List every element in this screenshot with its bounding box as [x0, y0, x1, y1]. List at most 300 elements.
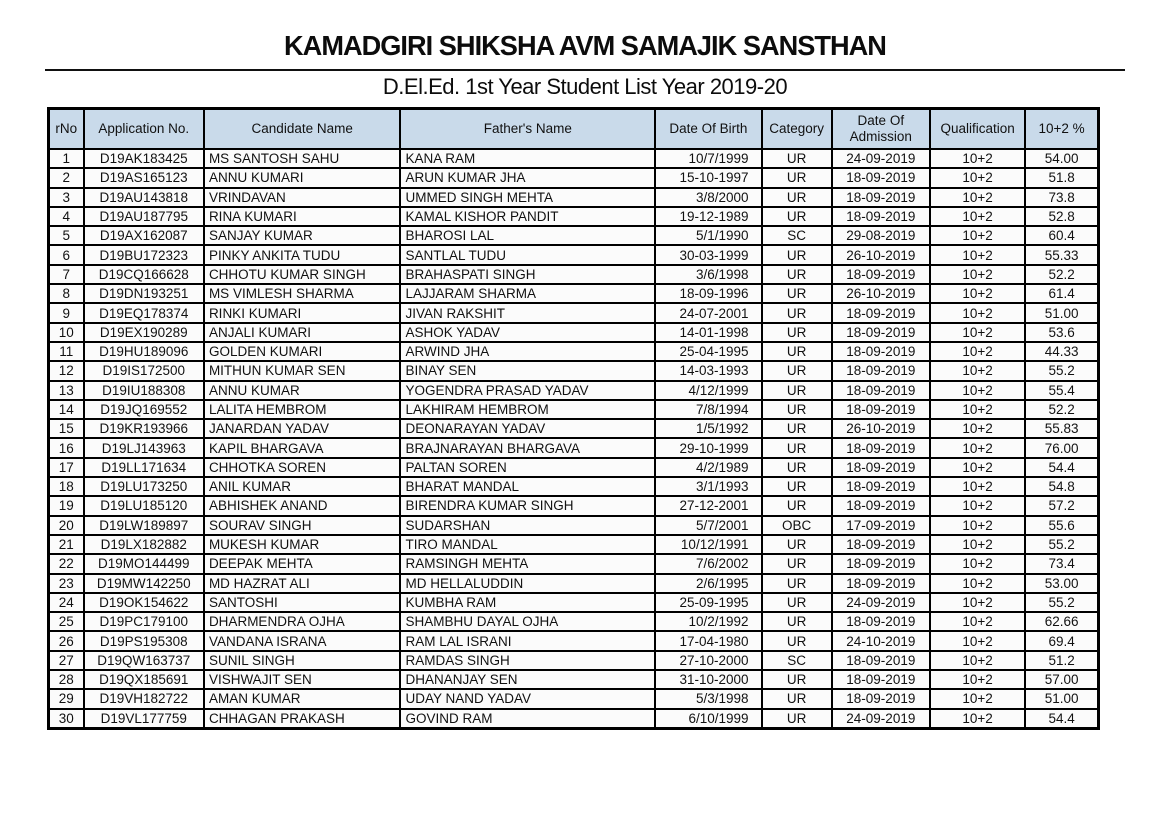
- table-row: [49, 593, 1099, 612]
- cell-qualification: 10+2: [930, 651, 1025, 670]
- cell-percent_10_2: 61.4: [1025, 284, 1098, 303]
- table-row: [49, 361, 1099, 380]
- cell-percent_10_2: 53.6: [1025, 323, 1098, 342]
- cell-application_no: D19EX190289: [84, 323, 204, 342]
- cell-application_no: D19IU188308: [84, 381, 204, 400]
- cell-qualification: 10+2: [930, 554, 1025, 573]
- table-row: [49, 207, 1099, 226]
- cell-candidate_name: RINA KUMARI: [204, 207, 401, 226]
- cell-percent_10_2: 52.8: [1025, 207, 1098, 226]
- cell-rno: 12: [49, 361, 84, 380]
- cell-category: UR: [762, 400, 832, 419]
- cell-rno: 30: [49, 709, 84, 729]
- cell-fathers_name: BIRENDRA KUMAR SINGH: [400, 496, 655, 515]
- cell-category: UR: [762, 265, 832, 284]
- table-row: [49, 651, 1099, 670]
- cell-date_of_birth: 25-09-1995: [655, 593, 761, 612]
- cell-category: UR: [762, 709, 832, 729]
- cell-qualification: 10+2: [930, 419, 1025, 438]
- cell-date_of_birth: 3/6/1998: [655, 265, 761, 284]
- cell-date_of_admission: 18-09-2019: [832, 689, 930, 708]
- cell-application_no: D19AU187795: [84, 207, 204, 226]
- cell-qualification: 10+2: [930, 207, 1025, 226]
- cell-category: UR: [762, 168, 832, 187]
- cell-qualification: 10+2: [930, 265, 1025, 284]
- table-row: [49, 689, 1099, 708]
- cell-qualification: 10+2: [930, 168, 1025, 187]
- table-row: [49, 612, 1099, 631]
- cell-fathers_name: YOGENDRA PRASAD YADAV: [400, 381, 655, 400]
- cell-candidate_name: MUKESH KUMAR: [204, 535, 401, 554]
- cell-rno: 26: [49, 631, 84, 650]
- cell-fathers_name: BHAROSI LAL: [400, 226, 655, 245]
- cell-rno: 16: [49, 438, 84, 457]
- cell-qualification: 10+2: [930, 438, 1025, 457]
- cell-qualification: 10+2: [930, 284, 1025, 303]
- page-title: KAMADGIRI SHIKSHA AVM SAMAJIK SANSTHAN: [284, 30, 886, 61]
- cell-candidate_name: MS VIMLESH SHARMA: [204, 284, 401, 303]
- cell-category: UR: [762, 149, 832, 168]
- title-divider: [45, 69, 1125, 71]
- cell-candidate_name: MD HAZRAT ALI: [204, 574, 401, 593]
- cell-qualification: 10+2: [930, 535, 1025, 554]
- cell-date_of_birth: 30-03-1999: [655, 245, 761, 264]
- cell-application_no: D19CQ166628: [84, 265, 204, 284]
- cell-candidate_name: MITHUN KUMAR SEN: [204, 361, 401, 380]
- cell-application_no: D19EQ178374: [84, 303, 204, 322]
- cell-date_of_birth: 17-04-1980: [655, 631, 761, 650]
- cell-date_of_birth: 7/8/1994: [655, 400, 761, 419]
- column-header-date_of_birth: Date Of Birth: [655, 109, 761, 150]
- cell-date_of_birth: 18-09-1996: [655, 284, 761, 303]
- cell-date_of_admission: 26-10-2019: [832, 245, 930, 264]
- cell-percent_10_2: 73.4: [1025, 554, 1098, 573]
- cell-rno: 18: [49, 477, 84, 496]
- cell-candidate_name: DHARMENDRA OJHA: [204, 612, 401, 631]
- cell-date_of_birth: 31-10-2000: [655, 670, 761, 689]
- cell-date_of_birth: 7/6/2002: [655, 554, 761, 573]
- cell-candidate_name: ANIL KUMAR: [204, 477, 401, 496]
- cell-category: SC: [762, 226, 832, 245]
- cell-date_of_birth: 4/12/1999: [655, 381, 761, 400]
- cell-application_no: D19PC179100: [84, 612, 204, 631]
- cell-qualification: 10+2: [930, 458, 1025, 477]
- cell-date_of_admission: 18-09-2019: [832, 651, 930, 670]
- cell-rno: 5: [49, 226, 84, 245]
- cell-candidate_name: VISHWAJIT SEN: [204, 670, 401, 689]
- cell-category: SC: [762, 651, 832, 670]
- cell-candidate_name: LALITA HEMBROM: [204, 400, 401, 419]
- cell-date_of_admission: 18-09-2019: [832, 361, 930, 380]
- cell-fathers_name: LAKHIRAM HEMBROM: [400, 400, 655, 419]
- cell-category: UR: [762, 535, 832, 554]
- cell-date_of_birth: 6/10/1999: [655, 709, 761, 729]
- cell-category: UR: [762, 323, 832, 342]
- cell-candidate_name: SANTOSHI: [204, 593, 401, 612]
- column-header-date_of_admission: Date Of Admission: [832, 109, 930, 150]
- cell-application_no: D19IS172500: [84, 361, 204, 380]
- cell-date_of_birth: 5/1/1990: [655, 226, 761, 245]
- table-row: [49, 419, 1099, 438]
- cell-application_no: D19QW163737: [84, 651, 204, 670]
- cell-application_no: D19LU185120: [84, 496, 204, 515]
- cell-date_of_admission: 18-09-2019: [832, 265, 930, 284]
- cell-fathers_name: KAMAL KISHOR PANDIT: [400, 207, 655, 226]
- cell-date_of_birth: 5/7/2001: [655, 516, 761, 535]
- cell-date_of_admission: 29-08-2019: [832, 226, 930, 245]
- cell-date_of_birth: 3/8/2000: [655, 188, 761, 207]
- cell-date_of_admission: 18-09-2019: [832, 303, 930, 322]
- cell-application_no: D19QX185691: [84, 670, 204, 689]
- cell-rno: 22: [49, 554, 84, 573]
- cell-date_of_birth: 14-03-1993: [655, 361, 761, 380]
- cell-fathers_name: BINAY SEN: [400, 361, 655, 380]
- cell-fathers_name: MD HELLALUDDIN: [400, 574, 655, 593]
- cell-fathers_name: JIVAN RAKSHIT: [400, 303, 655, 322]
- cell-application_no: D19JQ169552: [84, 400, 204, 419]
- cell-category: UR: [762, 284, 832, 303]
- cell-category: UR: [762, 477, 832, 496]
- cell-rno: 7: [49, 265, 84, 284]
- cell-percent_10_2: 55.83: [1025, 419, 1098, 438]
- cell-fathers_name: KUMBHA RAM: [400, 593, 655, 612]
- cell-candidate_name: PINKY ANKITA TUDU: [204, 245, 401, 264]
- cell-percent_10_2: 51.00: [1025, 303, 1098, 322]
- cell-application_no: D19LJ143963: [84, 438, 204, 457]
- cell-rno: 13: [49, 381, 84, 400]
- cell-application_no: D19MO144499: [84, 554, 204, 573]
- cell-candidate_name: VRINDAVAN: [204, 188, 401, 207]
- cell-date_of_admission: 18-09-2019: [832, 342, 930, 361]
- cell-date_of_admission: 18-09-2019: [832, 612, 930, 631]
- cell-fathers_name: ASHOK YADAV: [400, 323, 655, 342]
- cell-qualification: 10+2: [930, 226, 1025, 245]
- cell-percent_10_2: 54.4: [1025, 458, 1098, 477]
- table-row: [49, 168, 1099, 187]
- cell-category: UR: [762, 574, 832, 593]
- cell-rno: 25: [49, 612, 84, 631]
- cell-qualification: 10+2: [930, 342, 1025, 361]
- cell-percent_10_2: 55.33: [1025, 245, 1098, 264]
- cell-percent_10_2: 51.8: [1025, 168, 1098, 187]
- cell-qualification: 10+2: [930, 670, 1025, 689]
- cell-date_of_admission: 24-09-2019: [832, 149, 930, 168]
- cell-rno: 4: [49, 207, 84, 226]
- table-row: [49, 554, 1099, 573]
- cell-category: UR: [762, 361, 832, 380]
- table-row: [49, 458, 1099, 477]
- cell-qualification: 10+2: [930, 631, 1025, 650]
- cell-percent_10_2: 53.00: [1025, 574, 1098, 593]
- cell-rno: 28: [49, 670, 84, 689]
- cell-rno: 8: [49, 284, 84, 303]
- cell-qualification: 10+2: [930, 188, 1025, 207]
- cell-application_no: D19LU173250: [84, 477, 204, 496]
- cell-fathers_name: RAMSINGH MEHTA: [400, 554, 655, 573]
- cell-category: UR: [762, 419, 832, 438]
- cell-qualification: 10+2: [930, 689, 1025, 708]
- table-row: [49, 631, 1099, 650]
- table-row: [49, 535, 1099, 554]
- header-row: [49, 109, 1099, 150]
- student-list-table: [47, 107, 1100, 730]
- cell-application_no: D19PS195308: [84, 631, 204, 650]
- table-row: [49, 303, 1099, 322]
- cell-candidate_name: MS SANTOSH SAHU: [204, 149, 401, 168]
- cell-candidate_name: SUNIL SINGH: [204, 651, 401, 670]
- cell-category: UR: [762, 554, 832, 573]
- cell-qualification: 10+2: [930, 400, 1025, 419]
- cell-rno: 14: [49, 400, 84, 419]
- cell-percent_10_2: 55.4: [1025, 381, 1098, 400]
- cell-fathers_name: DEONARAYAN YADAV: [400, 419, 655, 438]
- table-row: [49, 709, 1099, 729]
- cell-date_of_admission: 18-09-2019: [832, 168, 930, 187]
- cell-qualification: 10+2: [930, 516, 1025, 535]
- cell-qualification: 10+2: [930, 381, 1025, 400]
- cell-candidate_name: GOLDEN KUMARI: [204, 342, 401, 361]
- cell-percent_10_2: 54.4: [1025, 709, 1098, 729]
- cell-percent_10_2: 54.00: [1025, 149, 1098, 168]
- cell-date_of_admission: 18-09-2019: [832, 574, 930, 593]
- cell-qualification: 10+2: [930, 709, 1025, 729]
- column-header-qualification: Qualification: [930, 109, 1025, 150]
- cell-rno: 3: [49, 188, 84, 207]
- cell-category: OBC: [762, 516, 832, 535]
- cell-fathers_name: UMMED SINGH MEHTA: [400, 188, 655, 207]
- cell-category: UR: [762, 245, 832, 264]
- cell-fathers_name: LAJJARAM SHARMA: [400, 284, 655, 303]
- cell-date_of_birth: 27-12-2001: [655, 496, 761, 515]
- cell-date_of_admission: 17-09-2019: [832, 516, 930, 535]
- cell-category: UR: [762, 631, 832, 650]
- cell-fathers_name: BRAJNARAYAN BHARGAVA: [400, 438, 655, 457]
- cell-category: UR: [762, 458, 832, 477]
- cell-percent_10_2: 44.33: [1025, 342, 1098, 361]
- cell-date_of_admission: 26-10-2019: [832, 419, 930, 438]
- cell-percent_10_2: 52.2: [1025, 400, 1098, 419]
- table-row: [49, 323, 1099, 342]
- cell-qualification: 10+2: [930, 361, 1025, 380]
- cell-date_of_admission: 18-09-2019: [832, 477, 930, 496]
- cell-application_no: D19AK183425: [84, 149, 204, 168]
- cell-rno: 27: [49, 651, 84, 670]
- cell-category: UR: [762, 670, 832, 689]
- cell-application_no: D19AS165123: [84, 168, 204, 187]
- cell-percent_10_2: 57.00: [1025, 670, 1098, 689]
- cell-candidate_name: CHHOTU KUMAR SINGH: [204, 265, 401, 284]
- cell-fathers_name: KANA RAM: [400, 149, 655, 168]
- cell-date_of_birth: 25-04-1995: [655, 342, 761, 361]
- cell-category: UR: [762, 496, 832, 515]
- cell-percent_10_2: 55.2: [1025, 593, 1098, 612]
- cell-date_of_admission: 26-10-2019: [832, 284, 930, 303]
- cell-date_of_birth: 5/3/1998: [655, 689, 761, 708]
- table-body: [49, 149, 1099, 728]
- cell-rno: 11: [49, 342, 84, 361]
- cell-rno: 21: [49, 535, 84, 554]
- cell-fathers_name: SUDARSHAN: [400, 516, 655, 535]
- cell-rno: 15: [49, 419, 84, 438]
- cell-category: UR: [762, 342, 832, 361]
- cell-date_of_birth: 1/5/1992: [655, 419, 761, 438]
- cell-application_no: D19MW142250: [84, 574, 204, 593]
- page-subtitle: D.El.Ed. 1st Year Student List Year 2019-20: [382, 74, 788, 99]
- cell-qualification: 10+2: [930, 574, 1025, 593]
- cell-date_of_admission: 18-09-2019: [832, 458, 930, 477]
- cell-rno: 6: [49, 245, 84, 264]
- table-row: [49, 381, 1099, 400]
- cell-fathers_name: PALTAN SOREN: [400, 458, 655, 477]
- cell-application_no: D19LX182882: [84, 535, 204, 554]
- cell-qualification: 10+2: [930, 477, 1025, 496]
- cell-percent_10_2: 57.2: [1025, 496, 1098, 515]
- cell-date_of_birth: 10/12/1991: [655, 535, 761, 554]
- cell-percent_10_2: 51.2: [1025, 651, 1098, 670]
- cell-fathers_name: ARWIND JHA: [400, 342, 655, 361]
- cell-percent_10_2: 55.2: [1025, 361, 1098, 380]
- cell-rno: 19: [49, 496, 84, 515]
- cell-candidate_name: ANNU KUMAR: [204, 381, 401, 400]
- cell-rno: 10: [49, 323, 84, 342]
- cell-candidate_name: DEEPAK MEHTA: [204, 554, 401, 573]
- table-row: [49, 574, 1099, 593]
- table-row: [49, 284, 1099, 303]
- cell-category: UR: [762, 593, 832, 612]
- cell-date_of_admission: 18-09-2019: [832, 381, 930, 400]
- cell-date_of_birth: 24-07-2001: [655, 303, 761, 322]
- cell-fathers_name: BHARAT MANDAL: [400, 477, 655, 496]
- cell-application_no: D19VL177759: [84, 709, 204, 729]
- column-header-fathers_name: Father's Name: [400, 109, 655, 150]
- cell-candidate_name: SANJAY KUMAR: [204, 226, 401, 245]
- cell-date_of_birth: 27-10-2000: [655, 651, 761, 670]
- cell-date_of_admission: 18-09-2019: [832, 554, 930, 573]
- cell-date_of_admission: 18-09-2019: [832, 207, 930, 226]
- table-header: [49, 109, 1099, 150]
- column-header-rno: rNo: [49, 109, 84, 150]
- cell-rno: 1: [49, 149, 84, 168]
- cell-date_of_birth: 10/7/1999: [655, 149, 761, 168]
- cell-category: UR: [762, 303, 832, 322]
- table-row: [49, 188, 1099, 207]
- column-header-category: Category: [762, 109, 832, 150]
- cell-candidate_name: ANJALI KUMARI: [204, 323, 401, 342]
- table-row: [49, 265, 1099, 284]
- cell-date_of_admission: 18-09-2019: [832, 670, 930, 689]
- cell-application_no: D19AX162087: [84, 226, 204, 245]
- cell-fathers_name: SANTLAL TUDU: [400, 245, 655, 264]
- table-row: [49, 245, 1099, 264]
- cell-fathers_name: RAMDAS SINGH: [400, 651, 655, 670]
- cell-application_no: D19OK154622: [84, 593, 204, 612]
- cell-fathers_name: ARUN KUMAR JHA: [400, 168, 655, 187]
- cell-application_no: D19HU189096: [84, 342, 204, 361]
- cell-percent_10_2: 54.8: [1025, 477, 1098, 496]
- table-row: [49, 670, 1099, 689]
- cell-qualification: 10+2: [930, 323, 1025, 342]
- cell-date_of_admission: 18-09-2019: [832, 496, 930, 515]
- table-row: [49, 516, 1099, 535]
- table-row: [49, 342, 1099, 361]
- cell-candidate_name: CHHOTKA SOREN: [204, 458, 401, 477]
- cell-percent_10_2: 52.2: [1025, 265, 1098, 284]
- cell-date_of_birth: 14-01-1998: [655, 323, 761, 342]
- table-row: [49, 149, 1099, 168]
- cell-application_no: D19LW189897: [84, 516, 204, 535]
- cell-percent_10_2: 55.2: [1025, 535, 1098, 554]
- cell-fathers_name: UDAY NAND YADAV: [400, 689, 655, 708]
- cell-date_of_birth: 29-10-1999: [655, 438, 761, 457]
- cell-fathers_name: DHANANJAY SEN: [400, 670, 655, 689]
- cell-date_of_birth: 4/2/1989: [655, 458, 761, 477]
- cell-date_of_admission: 24-09-2019: [832, 709, 930, 729]
- cell-fathers_name: SHAMBHU DAYAL OJHA: [400, 612, 655, 631]
- cell-percent_10_2: 55.6: [1025, 516, 1098, 535]
- cell-category: UR: [762, 689, 832, 708]
- column-header-application_no: Application No.: [84, 109, 204, 150]
- cell-rno: 9: [49, 303, 84, 322]
- cell-fathers_name: GOVIND RAM: [400, 709, 655, 729]
- table-row: [49, 400, 1099, 419]
- cell-application_no: D19VH182722: [84, 689, 204, 708]
- cell-percent_10_2: 73.8: [1025, 188, 1098, 207]
- cell-candidate_name: RINKI KUMARI: [204, 303, 401, 322]
- cell-date_of_birth: 15-10-1997: [655, 168, 761, 187]
- cell-candidate_name: KAPIL BHARGAVA: [204, 438, 401, 457]
- cell-category: UR: [762, 188, 832, 207]
- table-row: [49, 477, 1099, 496]
- cell-application_no: D19KR193966: [84, 419, 204, 438]
- cell-date_of_admission: 24-10-2019: [832, 631, 930, 650]
- column-header-percent_10_2: 10+2 %: [1025, 109, 1098, 150]
- cell-date_of_admission: 18-09-2019: [832, 400, 930, 419]
- cell-date_of_birth: 3/1/1993: [655, 477, 761, 496]
- cell-rno: 17: [49, 458, 84, 477]
- table-row: [49, 226, 1099, 245]
- table-row: [49, 438, 1099, 457]
- cell-percent_10_2: 51.00: [1025, 689, 1098, 708]
- cell-date_of_admission: 18-09-2019: [832, 535, 930, 554]
- cell-date_of_admission: 18-09-2019: [832, 438, 930, 457]
- cell-application_no: D19LL171634: [84, 458, 204, 477]
- cell-qualification: 10+2: [930, 303, 1025, 322]
- cell-qualification: 10+2: [930, 245, 1025, 264]
- cell-candidate_name: ANNU KUMARI: [204, 168, 401, 187]
- cell-candidate_name: AMAN KUMAR: [204, 689, 401, 708]
- cell-percent_10_2: 62.66: [1025, 612, 1098, 631]
- cell-qualification: 10+2: [930, 593, 1025, 612]
- table-row: [49, 496, 1099, 515]
- cell-candidate_name: ABHISHEK ANAND: [204, 496, 401, 515]
- cell-fathers_name: TIRO MANDAL: [400, 535, 655, 554]
- cell-candidate_name: CHHAGAN PRAKASH: [204, 709, 401, 729]
- cell-application_no: D19DN193251: [84, 284, 204, 303]
- cell-category: UR: [762, 381, 832, 400]
- cell-candidate_name: JANARDAN YADAV: [204, 419, 401, 438]
- cell-percent_10_2: 60.4: [1025, 226, 1098, 245]
- cell-percent_10_2: 69.4: [1025, 631, 1098, 650]
- cell-rno: 2: [49, 168, 84, 187]
- cell-rno: 24: [49, 593, 84, 612]
- cell-date_of_admission: 18-09-2019: [832, 323, 930, 342]
- cell-fathers_name: RAM LAL ISRANI: [400, 631, 655, 650]
- column-header-candidate_name: Candidate Name: [204, 109, 401, 150]
- cell-category: UR: [762, 207, 832, 226]
- cell-category: UR: [762, 612, 832, 631]
- cell-candidate_name: VANDANA ISRANA: [204, 631, 401, 650]
- cell-date_of_admission: 24-09-2019: [832, 593, 930, 612]
